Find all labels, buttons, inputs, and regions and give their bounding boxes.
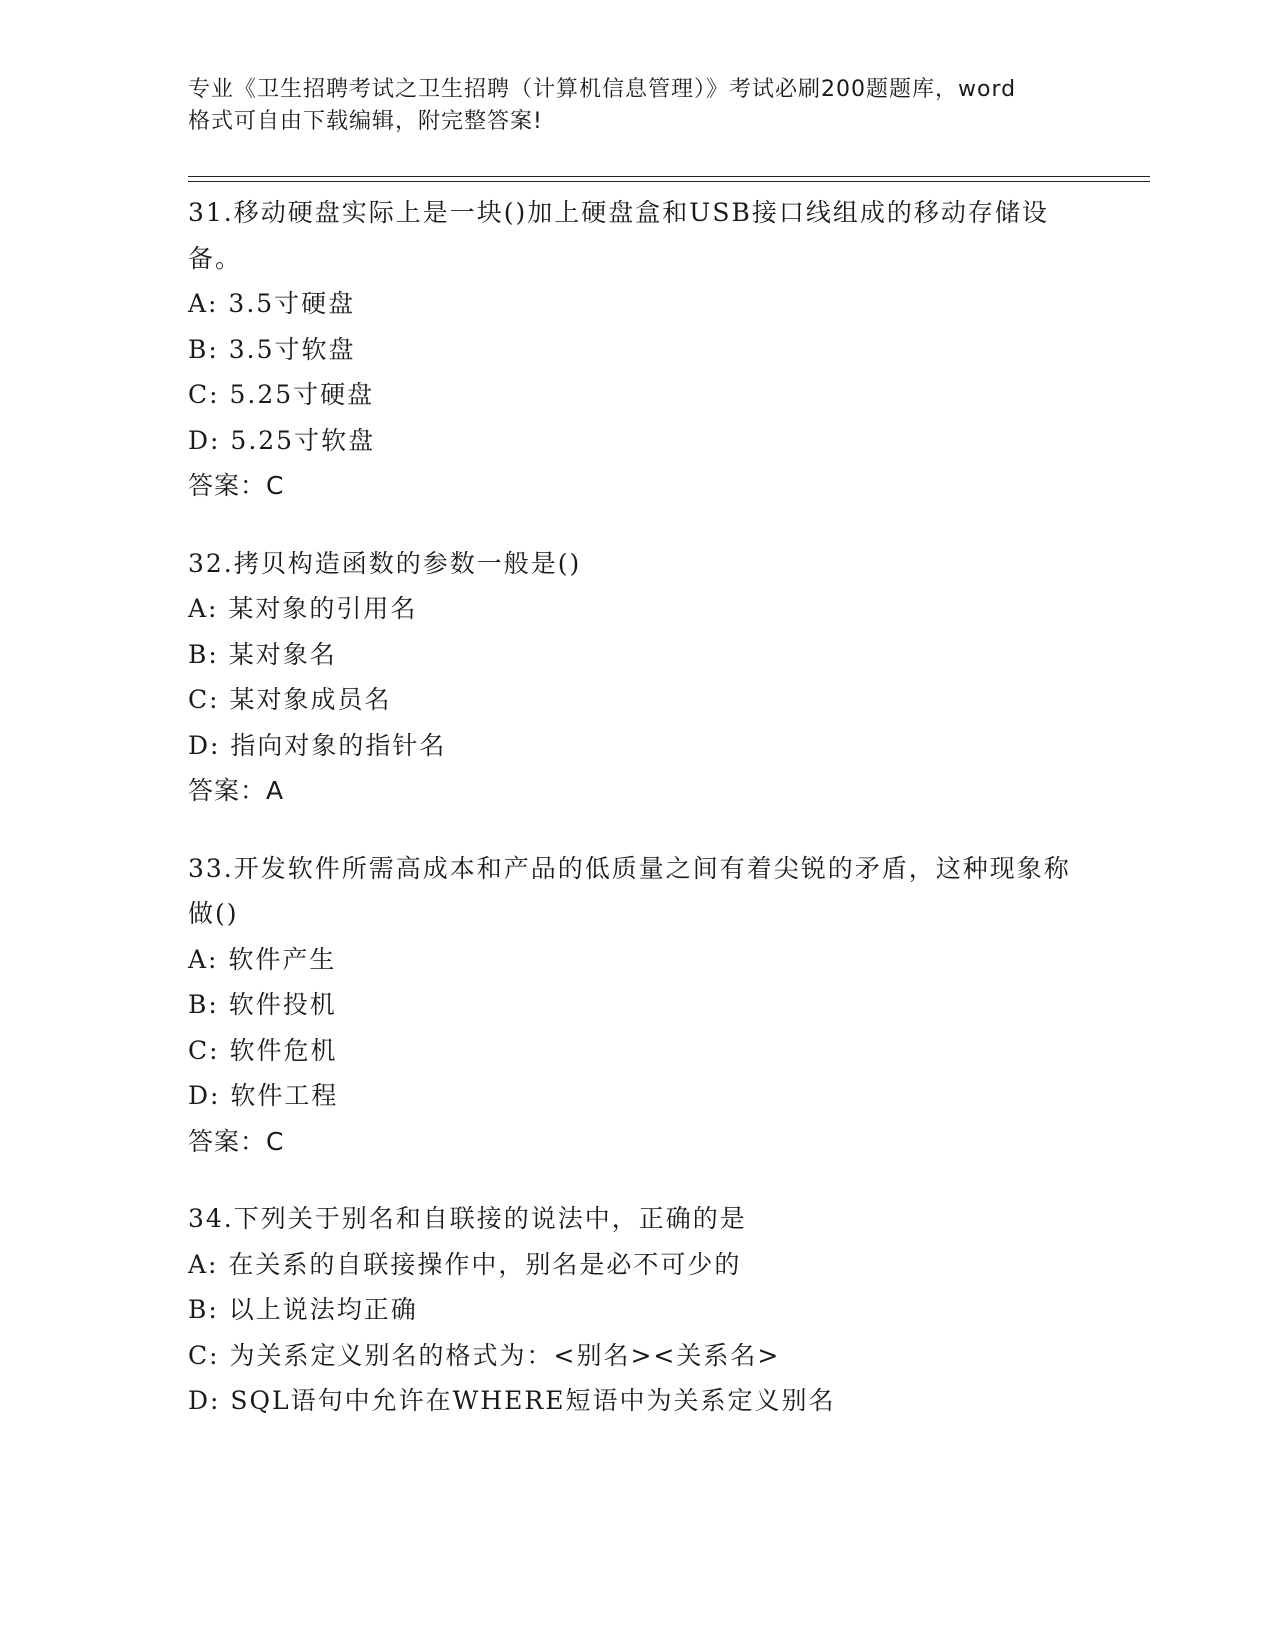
question-title: 33.开发软件所需高成本和产品的低质量之间有着尖锐的矛盾，这种现象称做() bbox=[188, 853, 1071, 928]
answer: 答案：C bbox=[188, 471, 285, 500]
option-d: D: 软件工程 bbox=[188, 1081, 339, 1110]
header-line-2: 格式可自由下载编辑，附完整答案! bbox=[188, 109, 543, 134]
option-b: B: 3.5寸软盘 bbox=[188, 334, 356, 364]
header-divider-top bbox=[188, 176, 1150, 177]
question-title: 32.拷贝构造函数的参数一般是() bbox=[188, 548, 582, 578]
answer: 答案：C bbox=[188, 1126, 285, 1156]
header-divider-bottom bbox=[188, 181, 1150, 182]
header-line-1: 专业《卫生招聘考试之卫生招聘（计算机信息管理）》考试必刷200题题库，word bbox=[188, 77, 1017, 102]
option-d: D: 5.25寸软盘 bbox=[188, 425, 376, 455]
option-a: A: 某对象的引用名 bbox=[188, 594, 418, 623]
option-d: D: SQL语句中允许在WHERE短语中为关系定义别名 bbox=[188, 1386, 836, 1415]
option-a: A: 3.5寸硬盘 bbox=[188, 289, 356, 318]
option-b: B: 某对象名 bbox=[188, 639, 337, 669]
option-b: B: 软件投机 bbox=[188, 990, 337, 1019]
question-32 bbox=[188, 541, 1088, 814]
option-c: C: 5.25寸硬盘 bbox=[188, 380, 375, 409]
option-a: A: 软件产生 bbox=[188, 944, 337, 974]
option-b: B: 以上说法均正确 bbox=[188, 1295, 418, 1324]
option-a: A: 在关系的自联接操作中，别名是必不可少的 bbox=[188, 1249, 742, 1279]
question-title: 31.移动硬盘实际上是一块()加上硬盘盒和USB接口线组成的移动存储设备。 bbox=[188, 198, 1049, 273]
answer: 答案：A bbox=[188, 776, 285, 805]
question-list bbox=[188, 190, 1088, 1456]
document-header bbox=[188, 74, 1088, 138]
option-c: C: 某对象成员名 bbox=[188, 685, 392, 714]
question-33 bbox=[188, 846, 1088, 1165]
option-c: C: 软件危机 bbox=[188, 1035, 338, 1065]
option-c: C: 为关系定义别名的格式为：<别名><关系名> bbox=[188, 1340, 781, 1370]
option-d: D: 指向对象的指针名 bbox=[188, 730, 447, 760]
question-31 bbox=[188, 190, 1088, 509]
question-title: 34.下列关于别名和自联接的说法中，正确的是 bbox=[188, 1204, 747, 1233]
question-34 bbox=[188, 1196, 1088, 1424]
